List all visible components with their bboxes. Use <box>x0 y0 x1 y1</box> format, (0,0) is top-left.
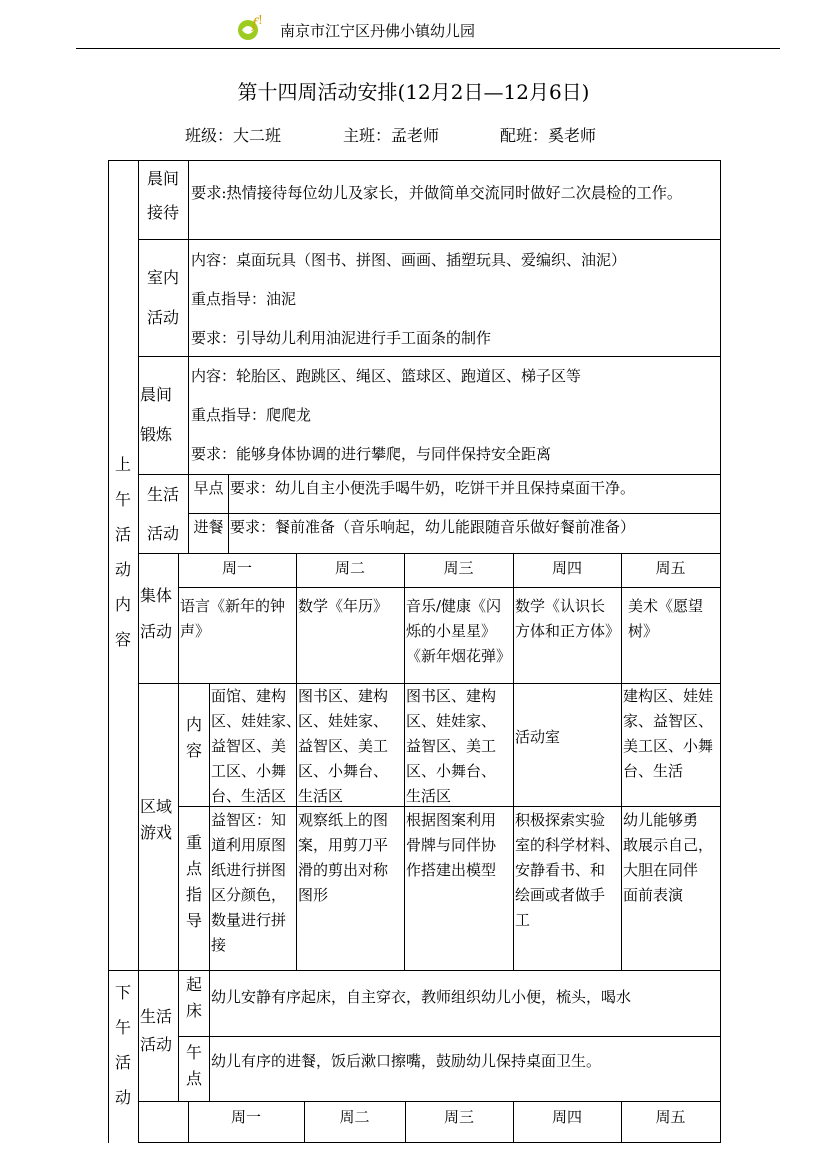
main-teacher: 主班：孟老师 <box>343 126 440 145</box>
day-header-mon: 周一 <box>221 559 252 577</box>
section-char: 动 <box>114 1088 131 1107</box>
pm-day-header-wed: 周三 <box>443 1108 474 1126</box>
section-char: 午 <box>114 1018 131 1037</box>
indoor-label: 室内 活动 <box>146 268 179 327</box>
meal-requirement: 要求：餐前准备（音乐响起，幼儿能跟随音乐做好餐前准备） <box>230 518 636 536</box>
wake-text: 幼儿安静有序起床，自主穿衣，教师组织幼儿小便，梳头，喝水 <box>211 988 632 1006</box>
page-title: 第十四周活动安排(12月2日—12月6日) <box>237 80 590 104</box>
section-char: 活 <box>114 525 131 544</box>
afternoon-snack-label: 午 点 <box>185 1043 202 1088</box>
wake-label: 起 床 <box>185 975 202 1020</box>
group-activity-fri: 美术《愿望 树》 <box>628 597 704 640</box>
area-game-label: 区域 游戏 <box>140 797 173 842</box>
section-char: 午 <box>114 490 131 509</box>
area-focus-label: 重 点 指 导 <box>185 833 202 930</box>
exercise-label: 晨间 锻炼 <box>140 385 173 444</box>
day-header-fri: 周五 <box>655 559 686 577</box>
pm-day-header-mon: 周一 <box>230 1108 261 1126</box>
group-activity-mon: 语言《新年的钟 声》 <box>180 597 286 640</box>
indoor-content: 内容：桌面玩具（图书、拼图、画画、插塑玩具、爱编织、油泥） <box>191 251 627 269</box>
snack-requirement: 要求：幼儿自主小便洗手喝牛奶，吃饼干并且保持桌面干净。 <box>230 479 636 497</box>
day-header-tue: 周二 <box>334 559 365 577</box>
area-content-fri: 建构区、娃娃 家、益智区、 美工区、小舞 台、生活 <box>623 687 714 780</box>
section-char: 容 <box>114 630 131 649</box>
day-header-wed: 周三 <box>443 559 474 577</box>
area-content-label: 内 容 <box>185 715 202 760</box>
pm-day-header-thu: 周四 <box>551 1108 582 1126</box>
svg-text:f: f <box>252 16 258 32</box>
page-header <box>0 0 827 60</box>
indoor-details <box>191 241 626 358</box>
assist-teacher: 配班：奚老师 <box>500 126 597 145</box>
day-header-thu: 周四 <box>551 559 582 577</box>
greeting-label: 晨间 接待 <box>146 169 179 222</box>
area-content-tue: 图书区、建构 区、娃娃家、 益智区、美工 区、小舞台、 生活区 <box>298 687 389 805</box>
area-focus-tue: 观察纸上的图 案，用剪刀平 滑的剪出对称 图形 <box>298 811 389 904</box>
pm-day-header-fri: 周五 <box>655 1108 686 1126</box>
area-focus-thu: 积极探索实验 室的科学材料、 安静看书、和 绘画或者做手 工 <box>515 811 621 929</box>
exercise-requirement: 要求：能够身体协调的进行攀爬，与同伴保持安全距离 <box>191 445 552 463</box>
afternoon-life-label: 生活 活动 <box>140 1007 173 1054</box>
indoor-requirement: 要求：引导幼儿利用油泥进行手工面条的制作 <box>191 329 492 347</box>
area-content-mon: 面馆、建构 区、娃娃家、 益智区、美 工区、小舞 台、生活区 <box>211 687 302 805</box>
greeting-requirement: 要求:热情接待每位幼儿及家长，并做简单交流同时做好二次晨检的工作。 <box>191 184 683 202</box>
kindergarten-logo-icon <box>236 12 272 42</box>
meal-label: 进餐 <box>193 518 224 536</box>
group-activity-thu: 数学《认识长 方体和正方体》 <box>515 597 621 640</box>
exercise-details <box>191 357 581 474</box>
area-focus-mon: 益智区：知 道利用原图 纸进行拼图 区分颜色， 数量进行拼 接 <box>211 811 287 954</box>
group-activity-tue: 数学《年历》 <box>298 597 389 615</box>
area-content-wed: 图书区、建构 区、娃娃家、 益智区、美工 区、小舞台、 生活区 <box>406 687 497 805</box>
area-focus-wed: 根据图案利用 骨牌与同伴协 作搭建出模型 <box>406 811 497 879</box>
morning-section-label <box>111 447 135 657</box>
snack-label: 早点 <box>193 479 224 497</box>
indoor-focus: 重点指导：油泥 <box>191 290 297 308</box>
afternoon-section-label <box>111 975 135 1115</box>
section-char: 活 <box>114 1053 131 1072</box>
section-char: 动 <box>114 560 131 579</box>
header-divider <box>76 48 780 49</box>
pm-day-header-tue: 周二 <box>339 1108 370 1126</box>
section-char: 内 <box>114 595 131 614</box>
section-char: 上 <box>114 455 131 474</box>
group-activity-label: 集体 活动 <box>140 586 173 641</box>
exercise-focus: 重点指导：爬爬龙 <box>191 406 312 424</box>
class-name: 班级：大二班 <box>185 126 282 145</box>
afternoon-snack-text: 幼儿有序的进餐，饭后漱口擦嘴，鼓励幼儿保持桌面卫生。 <box>211 1052 602 1070</box>
exercise-content: 内容：轮胎区、跑跳区、绳区、篮球区、跑道区、梯子区等 <box>191 367 582 385</box>
area-focus-fri: 幼儿能够勇 敢展示自己， 大胆在同伴 面前表演 <box>623 811 714 904</box>
area-content-thu: 活动室 <box>515 728 561 746</box>
group-activity-wed: 音乐/健康《闪 烁的小星星》 《新年烟花弹》 <box>406 597 512 665</box>
svg-text:!: ! <box>258 13 263 27</box>
org-name: 南京市江宁区丹佛小镇幼儿园 <box>280 22 476 40</box>
life-label: 生活 活动 <box>146 485 179 543</box>
section-char: 下 <box>114 983 131 1002</box>
